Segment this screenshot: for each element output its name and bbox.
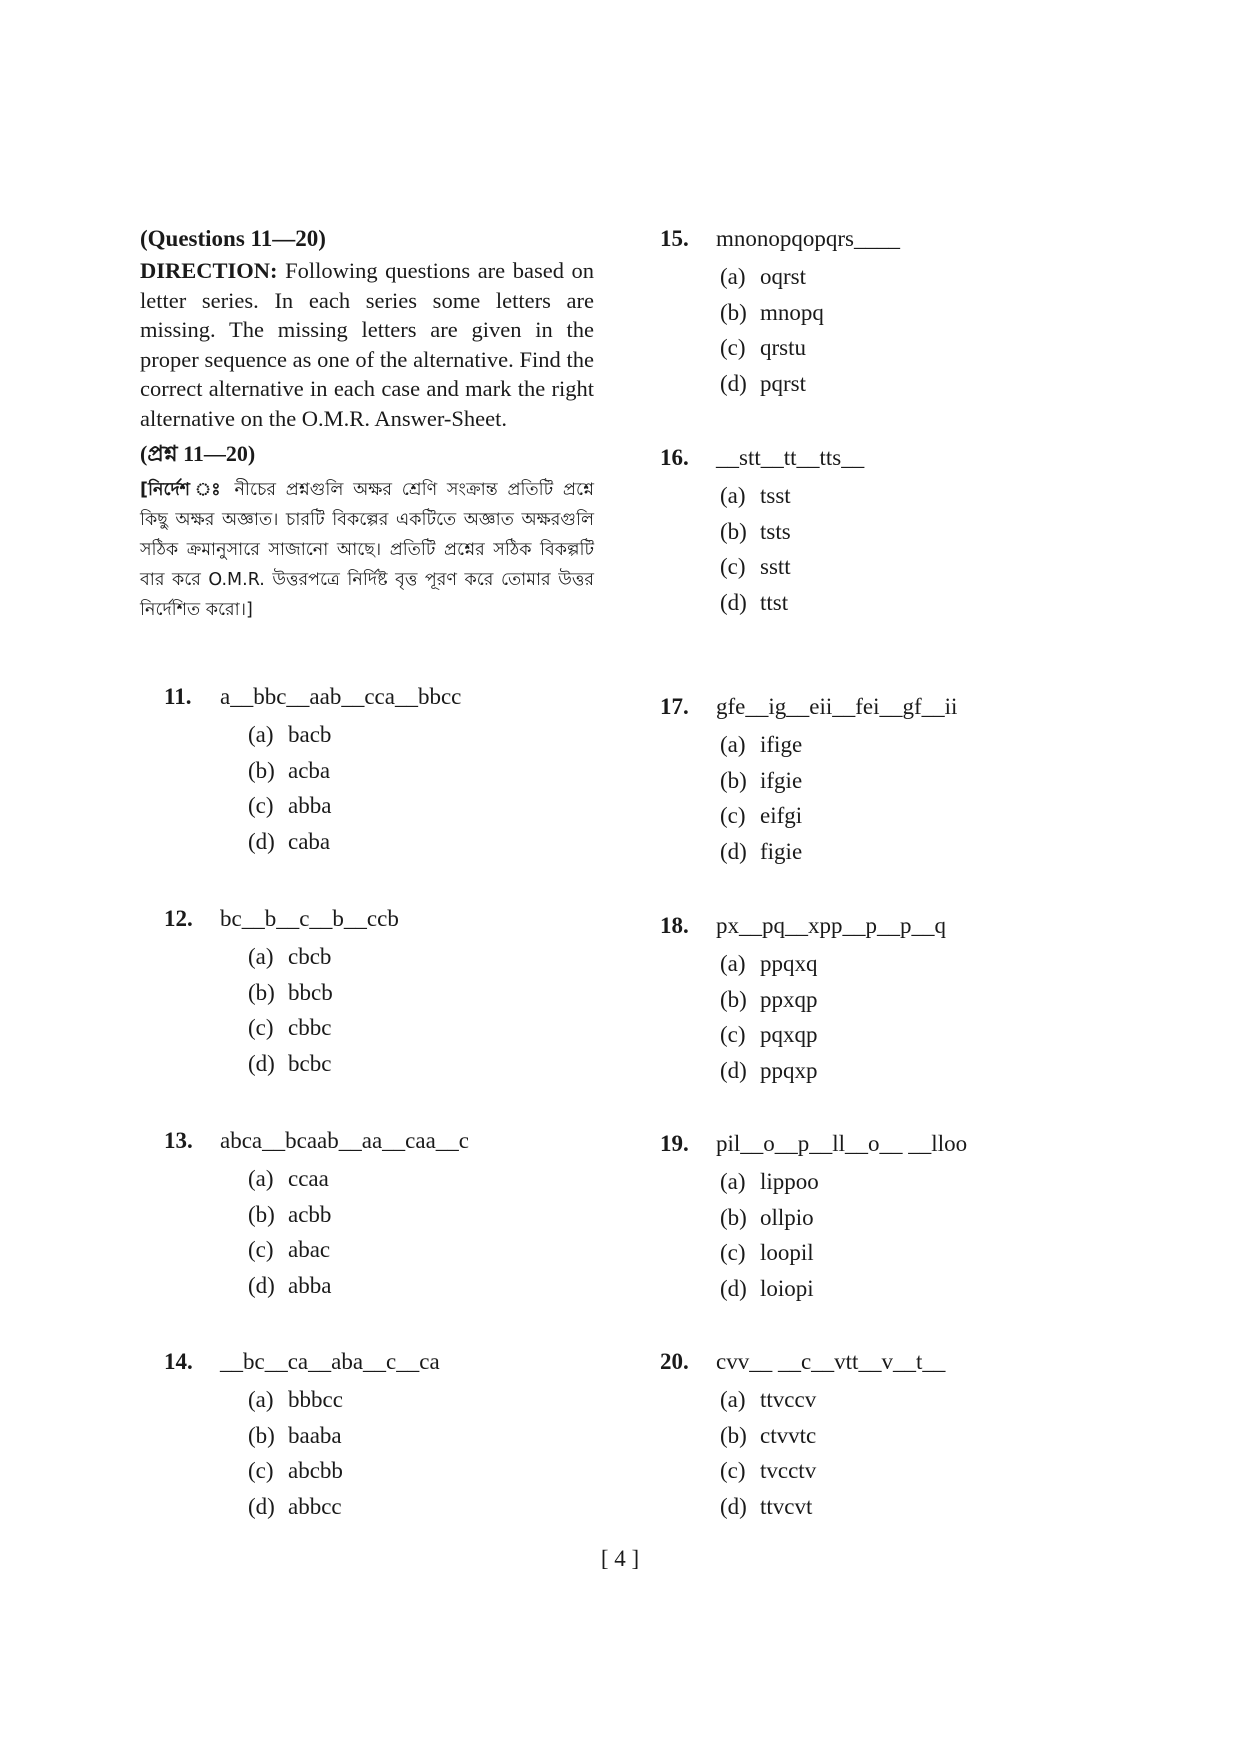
- option-c: [248, 1010, 399, 1046]
- option-key: (a): [248, 1387, 274, 1412]
- option-c: [720, 1453, 945, 1489]
- option-key: (c): [720, 1458, 746, 1483]
- option-text: ctvvtc: [760, 1422, 817, 1448]
- option-b: [248, 753, 461, 789]
- option-key: (d): [248, 1050, 275, 1076]
- question-series: __bc__ca__aba__c__ca: [220, 1349, 440, 1374]
- option-d: [720, 1271, 967, 1307]
- option-key: (c): [720, 1240, 746, 1265]
- option-text: pqxqp: [760, 1022, 818, 1047]
- option-a: [720, 946, 946, 982]
- question-series: cvv__ __c__vtt__v__t__: [716, 1349, 946, 1374]
- option-text: loiopi: [760, 1275, 814, 1301]
- page-number: [ 4 ]: [600, 1546, 640, 1571]
- option-key: (b): [720, 518, 747, 544]
- option-key: (b): [720, 986, 747, 1012]
- question-number: 14.: [164, 1349, 193, 1374]
- question-series: __stt__tt__tts__: [716, 445, 865, 470]
- direction-label: DIRECTION:: [140, 258, 278, 283]
- option-text: tsts: [760, 518, 791, 544]
- question-14: [164, 1347, 440, 1524]
- option-d: [248, 1046, 399, 1082]
- option-key: (b): [248, 1422, 275, 1448]
- question-16: [660, 443, 864, 620]
- option-b: [720, 763, 957, 799]
- question-number: 20.: [660, 1349, 689, 1374]
- option-key: (d): [720, 589, 747, 615]
- option-a: [248, 717, 461, 753]
- options-list: [720, 1164, 967, 1306]
- bengali-direction-text: নীচের প্রশ্নগুলি অক্ষর শ্রেণি সংক্রান্ত প্রতিটি প্রশ্নে কিছু অক্ষর অজ্ঞাত। চারটি বিকল্পের একটিতে অজ্ঞাত অক্ষরগুলি সঠিক ক্রমানুসারে সাজানো আছে। প্রতিটি প্রশ্নের সঠিক বিকল্পটি বার করে O.M.R. উত্তরপত্রে নির্দিষ্ট বৃত্ত পূরণ করে তোমার উত্তর নির্দেশিত করো।]: [140, 480, 595, 620]
- option-text: caba: [288, 828, 331, 854]
- option-text: baaba: [288, 1422, 342, 1448]
- questions-range-heading: (Questions 11—20): [140, 226, 326, 251]
- bengali-direction-paragraph: [140, 475, 594, 625]
- option-a: [720, 259, 900, 295]
- option-key: (c): [248, 1015, 274, 1040]
- option-key: (c): [248, 1458, 274, 1483]
- question-series: a__bbc__aab__cca__bbcc: [220, 684, 462, 709]
- options-list: [720, 727, 957, 869]
- option-key: (a): [720, 1169, 746, 1194]
- option-text: abbcc: [288, 1493, 342, 1519]
- question-number: 12.: [164, 906, 193, 931]
- question-number: 16.: [660, 445, 689, 470]
- option-key: (a): [720, 1387, 746, 1412]
- option-key: (a): [720, 732, 746, 757]
- option-key: (d): [720, 1493, 747, 1519]
- option-text: sstt: [760, 554, 791, 579]
- option-key: (a): [248, 722, 274, 747]
- option-d: [720, 366, 900, 402]
- options-list: [248, 939, 399, 1081]
- option-d: [720, 1053, 946, 1089]
- option-d: [720, 585, 864, 621]
- option-key: (d): [248, 1272, 275, 1298]
- options-list: [720, 1382, 945, 1524]
- option-text: ifige: [760, 732, 803, 757]
- question-12: [164, 904, 399, 1081]
- option-c: [720, 330, 900, 366]
- option-text: bbbcc: [288, 1387, 343, 1412]
- option-text: ttst: [760, 589, 789, 615]
- question-15: [660, 224, 900, 401]
- option-a: [720, 1382, 945, 1418]
- options-list: [720, 259, 900, 401]
- option-c: [720, 798, 957, 834]
- direction-paragraph: [140, 256, 594, 433]
- option-b: [720, 1418, 945, 1454]
- option-key: (b): [720, 767, 747, 793]
- option-key: (c): [720, 335, 746, 360]
- option-text: abac: [288, 1237, 331, 1262]
- option-text: ppqxp: [760, 1057, 818, 1083]
- option-key: (b): [720, 299, 747, 325]
- option-text: ttvcvt: [760, 1493, 813, 1519]
- question-13: [164, 1126, 469, 1303]
- question-20: [660, 1347, 945, 1524]
- option-a: [720, 727, 957, 763]
- option-text: tvcctv: [760, 1458, 817, 1483]
- question-17: [660, 692, 957, 869]
- option-b: [720, 982, 946, 1018]
- question-11: [164, 682, 461, 859]
- question-18: [660, 911, 946, 1088]
- option-key: (b): [248, 1201, 275, 1227]
- option-b: [720, 1200, 967, 1236]
- option-b: [248, 1197, 469, 1233]
- option-text: tsst: [760, 483, 791, 508]
- option-text: ppqxq: [760, 951, 818, 976]
- option-d: [248, 1268, 469, 1304]
- option-text: abba: [288, 1272, 332, 1298]
- option-text: loopil: [760, 1240, 814, 1265]
- option-key: (b): [248, 979, 275, 1005]
- option-text: abcbb: [288, 1458, 343, 1483]
- option-text: cbbc: [288, 1015, 332, 1040]
- option-key: (a): [720, 483, 746, 508]
- option-c: [248, 1453, 440, 1489]
- option-text: oqrst: [760, 264, 806, 289]
- question-number: 13.: [164, 1128, 193, 1153]
- direction-text: Following questions are based on letter series. In each series some letters are missing. The missing letters are given in the proper sequence as one of the alternative. Find the correct alternative in each case and mark the right alternative on the O.M.R. Answer-Sheet.: [140, 258, 594, 431]
- question-series: pil__o__p__ll__o__ __lloo: [716, 1131, 968, 1156]
- options-list: [720, 946, 946, 1088]
- option-key: (d): [248, 828, 275, 854]
- option-d: [248, 824, 461, 860]
- bengali-direction-label: [নির্দেশ ঃ: [140, 480, 225, 500]
- question-number: 11.: [164, 684, 192, 709]
- options-list: [248, 717, 461, 859]
- question-series: gfe__ig__eii__fei__gf__ii: [716, 694, 958, 719]
- option-key: (c): [248, 793, 274, 818]
- question-series: abca__bcaab__aa__caa__c: [220, 1128, 470, 1153]
- option-text: eifgi: [760, 803, 803, 828]
- option-text: cbcb: [288, 944, 332, 969]
- option-text: bcbc: [288, 1050, 332, 1076]
- option-key: (b): [720, 1422, 747, 1448]
- options-list: [248, 1382, 440, 1524]
- option-key: (a): [720, 951, 746, 976]
- option-text: acba: [288, 757, 331, 783]
- option-text: bbcb: [288, 979, 333, 1005]
- option-key: (d): [720, 370, 747, 396]
- options-list: [248, 1161, 469, 1303]
- option-c: [720, 1235, 967, 1271]
- option-key: (d): [720, 1057, 747, 1083]
- option-text: mnopq: [760, 299, 824, 325]
- option-key: (c): [248, 1237, 274, 1262]
- option-c: [720, 1017, 946, 1053]
- option-key: (d): [248, 1493, 275, 1519]
- option-key: (d): [720, 838, 747, 864]
- option-text: lippoo: [760, 1169, 819, 1194]
- option-text: pqrst: [760, 370, 806, 396]
- option-text: abba: [288, 793, 332, 818]
- option-d: [720, 1489, 945, 1525]
- question-number: 15.: [660, 226, 689, 251]
- option-key: (c): [720, 1022, 746, 1047]
- option-a: [720, 1164, 967, 1200]
- question-number: 18.: [660, 913, 689, 938]
- option-key: (d): [720, 1275, 747, 1301]
- option-c: [248, 788, 461, 824]
- option-b: [720, 514, 864, 550]
- option-b: [248, 1418, 440, 1454]
- option-text: ollpio: [760, 1204, 814, 1230]
- question-series: mnonopqopqrs____: [716, 226, 900, 251]
- option-a: [720, 478, 864, 514]
- option-key: (a): [720, 264, 746, 289]
- question-series: bc__b__c__b__ccb: [220, 906, 399, 931]
- option-text: acbb: [288, 1201, 332, 1227]
- instructions-block: [140, 224, 594, 625]
- option-key: (a): [248, 944, 274, 969]
- question-number: 19.: [660, 1131, 689, 1156]
- option-a: [248, 1382, 440, 1418]
- option-text: ttvccv: [760, 1387, 817, 1412]
- option-text: ccaa: [288, 1166, 329, 1191]
- options-list: [720, 478, 864, 620]
- option-text: qrstu: [760, 335, 806, 360]
- option-d: [248, 1489, 440, 1525]
- option-text: ifgie: [760, 767, 803, 793]
- option-text: figie: [760, 838, 803, 864]
- option-key: (a): [248, 1166, 274, 1191]
- option-b: [720, 295, 900, 331]
- option-b: [248, 975, 399, 1011]
- option-c: [248, 1232, 469, 1268]
- question-series: px__pq__xpp__p__p__q: [716, 913, 946, 938]
- option-text: bacb: [288, 722, 332, 747]
- option-key: (b): [248, 757, 275, 783]
- option-c: [720, 549, 864, 585]
- bengali-questions-range-heading: (প্রশ্ন 11—20): [140, 441, 256, 466]
- question-19: [660, 1129, 967, 1306]
- option-a: [248, 1161, 469, 1197]
- option-a: [248, 939, 399, 975]
- option-key: (b): [720, 1204, 747, 1230]
- option-key: (c): [720, 803, 746, 828]
- question-number: 17.: [660, 694, 689, 719]
- option-key: (c): [720, 554, 746, 579]
- option-text: ppxqp: [760, 986, 818, 1012]
- option-d: [720, 834, 957, 870]
